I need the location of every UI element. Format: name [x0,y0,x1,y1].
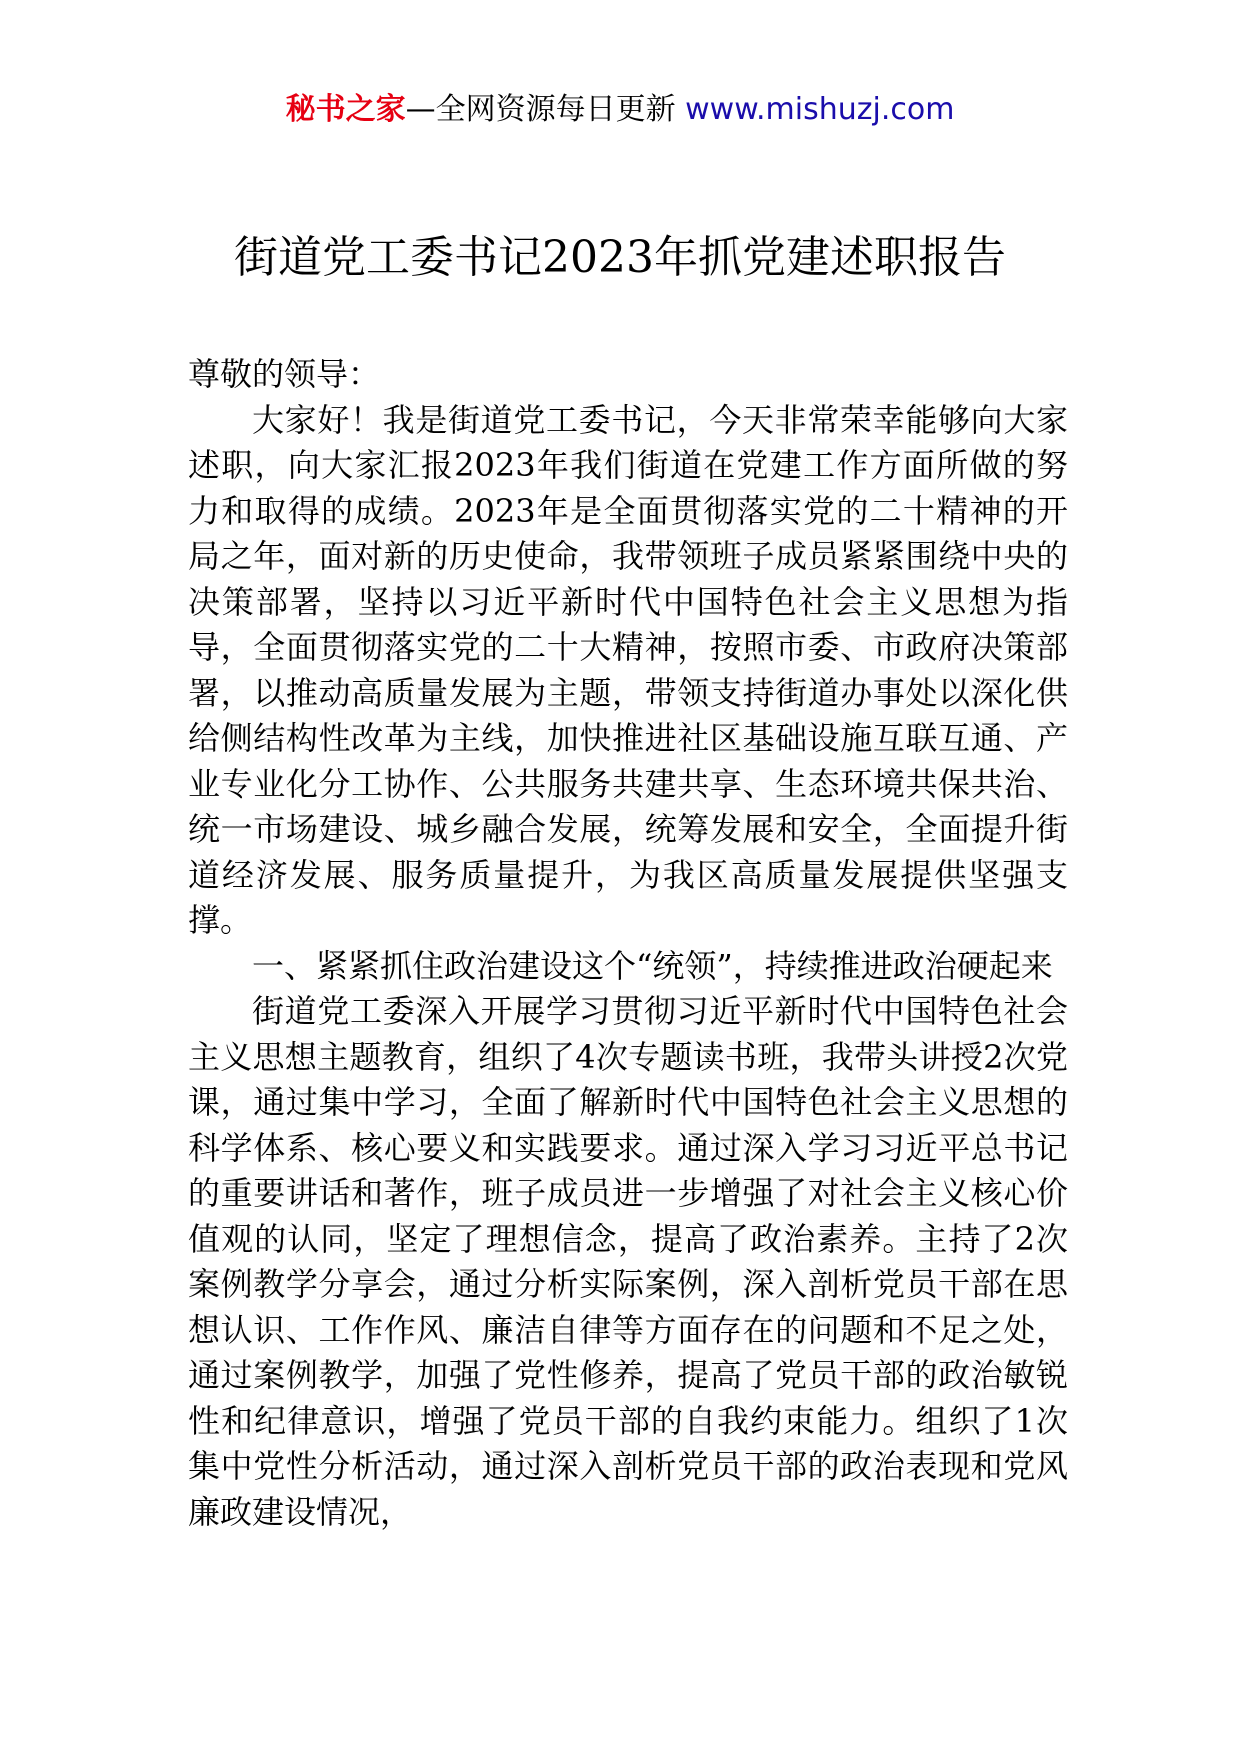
site-url-link[interactable]: www.mishuzj.com [685,92,955,127]
section-heading-1: 一、紧紧抓住政治建设这个“统领”，持续推进政治硬起来 [252,946,1053,985]
document-body [188,352,1068,1535]
document-title: 街道党工委书记2023年抓党建述职报告 [234,232,1006,283]
paragraph-intro: 大家好！我是街道党工委书记，今天非常荣幸能够向大家述职，向大家汇报2023年我们街道在党建工作方面所做的努力和取得的成绩。2023年是全面贯彻落实党的二十精神的开局之年，面对新的历史使命，我带领班子成员紧紧围绕中央的决策部署，坚持以习近平新时代中国特色社会主义思想为指导，全面贯彻落实党的二十大精神，按照市委、市政府决策部署，以推动高质量发展为主题，带领支持街道办事处以深化供给侧结构性改革为主线，加快推进社区基础设施互联互通、产业专业化分工协作、公共服务共建共享、生态环境共保共治、统一市场建设、城乡融合发展，统筹发展和安全，全面提升街道经济发展、服务质量提升，为我区高质量发展提供坚强支撑。 [188,400,1068,939]
site-tagline: —全网资源每日更新 [405,92,686,127]
salutation: 尊敬的领导： [188,355,381,393]
site-brand: 秘书之家 [285,92,406,127]
site-header [0,88,1240,132]
paragraph-section-1: 街道党工委深入开展学习贯彻习近平新时代中国特色社会主义思想主题教育，组织了4次专题读书班，我带头讲授2次党课，通过集中学习，全面了解新时代中国特色社会主义思想的科学体系、核心要义和实践要求。通过深入学习习近平总书记的重要讲话和著作，班子成员进一步增强了对社会主义核心价值观的认同，坚定了理想信念，提高了政治素养。主持了2次案例教学分享会，通过分析实际案例，深入剖析党员干部在思想认识、工作作风、廉洁自律等方面存在的问题和不足之处，通过案例教学，加强了党性修养，提高了党员干部的政治敏锐性和纪律意识，增强了党员干部的自我约束能力。组织了1次集中党性分析活动，通过深入剖析党员干部的政治表现和党风廉政建设情况， [188,992,1068,1531]
